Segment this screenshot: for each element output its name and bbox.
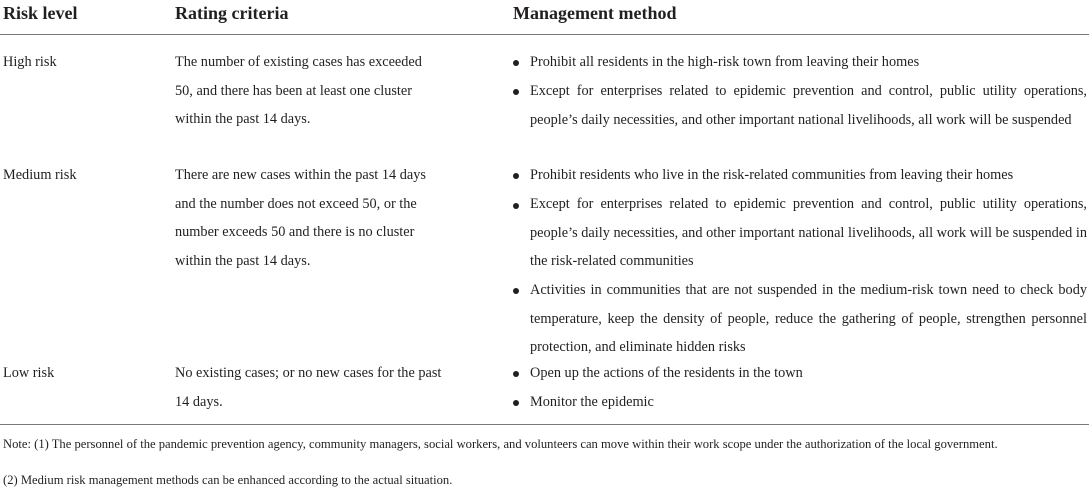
management-method-item: Prohibit all residents in the high-risk town from leaving their homes (530, 54, 920, 70)
bullet-icon (513, 288, 519, 294)
rating-criteria-line: within the past 14 days. (175, 252, 311, 269)
risk-level-cell: High risk (3, 54, 57, 70)
rating-criteria-line: 14 days. (175, 393, 223, 410)
management-method-item: Open up the actions of the residents in the town (530, 365, 803, 381)
bullet-icon (513, 400, 519, 406)
risk-level-cell: Medium risk (3, 167, 77, 183)
management-method-item: Monitor the epidemic (530, 394, 654, 410)
management-method-item: Activities in communities that are not suspended in the medium-risk town need to check body temperature, keep the density of people, reduce the gathering of people, strengthen personnel protection, and eliminate hidden risks (530, 282, 1087, 355)
rating-criteria-line: number exceeds 50 and there is no cluster (175, 224, 415, 240)
management-method-item: Except for enterprises related to epidemic prevention and control, public utility operations, people’s daily necessities, and other important national livelihoods, all work will be suspended (530, 83, 1087, 128)
rating-criteria-line: 50, and there has been at least one cluster (175, 82, 412, 99)
management-method-item: Prohibit residents who live in the risk-related communities from leaving their homes (530, 167, 1014, 183)
rating-criteria-line: within the past 14 days. (175, 111, 311, 127)
header-management-method: Management method (513, 3, 677, 23)
table-header-row (0, 0, 1089, 35)
table-note-2: (2) Medium risk management methods can be enhanced according to the actual situation. (3, 473, 453, 487)
bullet-icon (513, 371, 519, 377)
bullet-icon (513, 89, 519, 95)
risk-level-cell: Low risk (3, 365, 55, 381)
header-rating-criteria: Rating criteria (175, 3, 289, 23)
rating-criteria-line: No existing cases; or no new cases for the past (175, 365, 442, 381)
rating-criteria-line: The number of existing cases has exceeded (175, 54, 422, 70)
table-note-1: Note: (1) The personnel of the pandemic prevention agency, community managers, social workers, and volunteers can move within their work scope under the authorization of the local government. (3, 437, 998, 451)
table-bottom-rule (0, 424, 1089, 425)
rating-criteria-line: There are new cases within the past 14 days (175, 167, 426, 183)
bullet-icon (513, 203, 519, 209)
header-risk-level: Risk level (3, 3, 78, 23)
rating-criteria-line: and the number does not exceed 50, or the (175, 195, 417, 212)
bullet-icon (513, 173, 519, 179)
bullet-icon (513, 60, 519, 66)
management-method-item: Except for enterprises related to epidemic prevention and control, public utility operations, people’s daily necessities, and other important national livelihoods, all work will be suspended in the risk-related communities (530, 196, 1087, 269)
